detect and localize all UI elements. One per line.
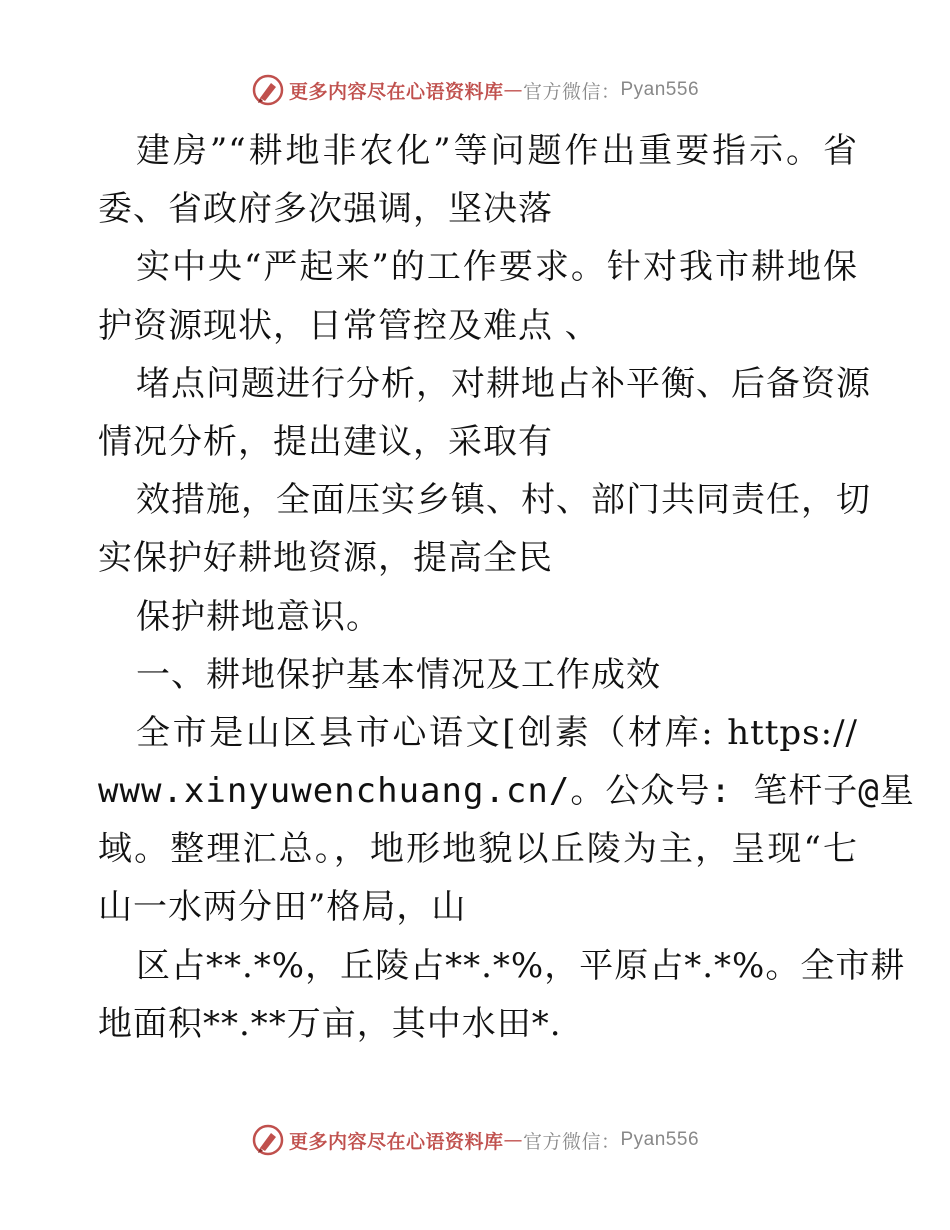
text-line: 委、省政府多次强调，坚决落	[98, 189, 553, 230]
pen-logo-icon	[251, 73, 285, 107]
footer-brand: 更多内容尽在心语资料库	[288, 1130, 504, 1153]
pen-logo-icon	[251, 1123, 285, 1157]
footer-account: Pyan556	[620, 1129, 700, 1150]
text-line: 全市是山区县市心语文[创素（材库: https://	[136, 712, 858, 753]
text-line: 域。整理汇总。，地形地貌以丘陵为主，呈现“七	[98, 829, 858, 870]
text-line: 堵点问题进行分析，对耕地占补平衡、后备资源	[136, 363, 871, 404]
header-watermark	[0, 70, 950, 110]
text-line: 实中央“严起来”的工作要求。针对我市耕地保	[136, 247, 858, 288]
footer-official-label: 官方微信：	[522, 1130, 621, 1153]
text-line: 保护耕地意识。	[136, 596, 381, 637]
text-line-url: www.xinyuwenchuang.cn/。公众号: 笔杆子@星	[98, 771, 915, 812]
text-line: 地面积**.**万亩，其中水田*.	[98, 1003, 562, 1044]
header-account: Pyan556	[620, 79, 700, 100]
text-line: 建房”“耕地非农化”等问题作出重要指示。省	[136, 131, 858, 171]
text-line: 效措施，全面压实乡镇、村、部门共同责任，切	[136, 480, 871, 521]
section-heading: 一、耕地保护基本情况及工作成效	[136, 654, 661, 695]
text-line: 山一水两分田”格局，山	[98, 887, 467, 928]
text-line: 情况分析，提出建议，采取有	[98, 421, 553, 462]
header-separator: —	[503, 79, 523, 101]
header-brand: 更多内容尽在心语资料库	[288, 80, 504, 103]
text-line: 区占**.*%，丘陵占**.*%，平原占*.*%。全市耕	[136, 945, 906, 986]
footer-watermark	[0, 1120, 950, 1160]
text-line: 实保护好耕地资源，提高全民	[98, 538, 553, 579]
text-line: 护资源现状，日常管控及难点 、	[98, 305, 600, 346]
footer-separator: —	[503, 1129, 523, 1151]
document-body	[98, 122, 915, 1053]
header-official-label: 官方微信：	[522, 80, 621, 103]
